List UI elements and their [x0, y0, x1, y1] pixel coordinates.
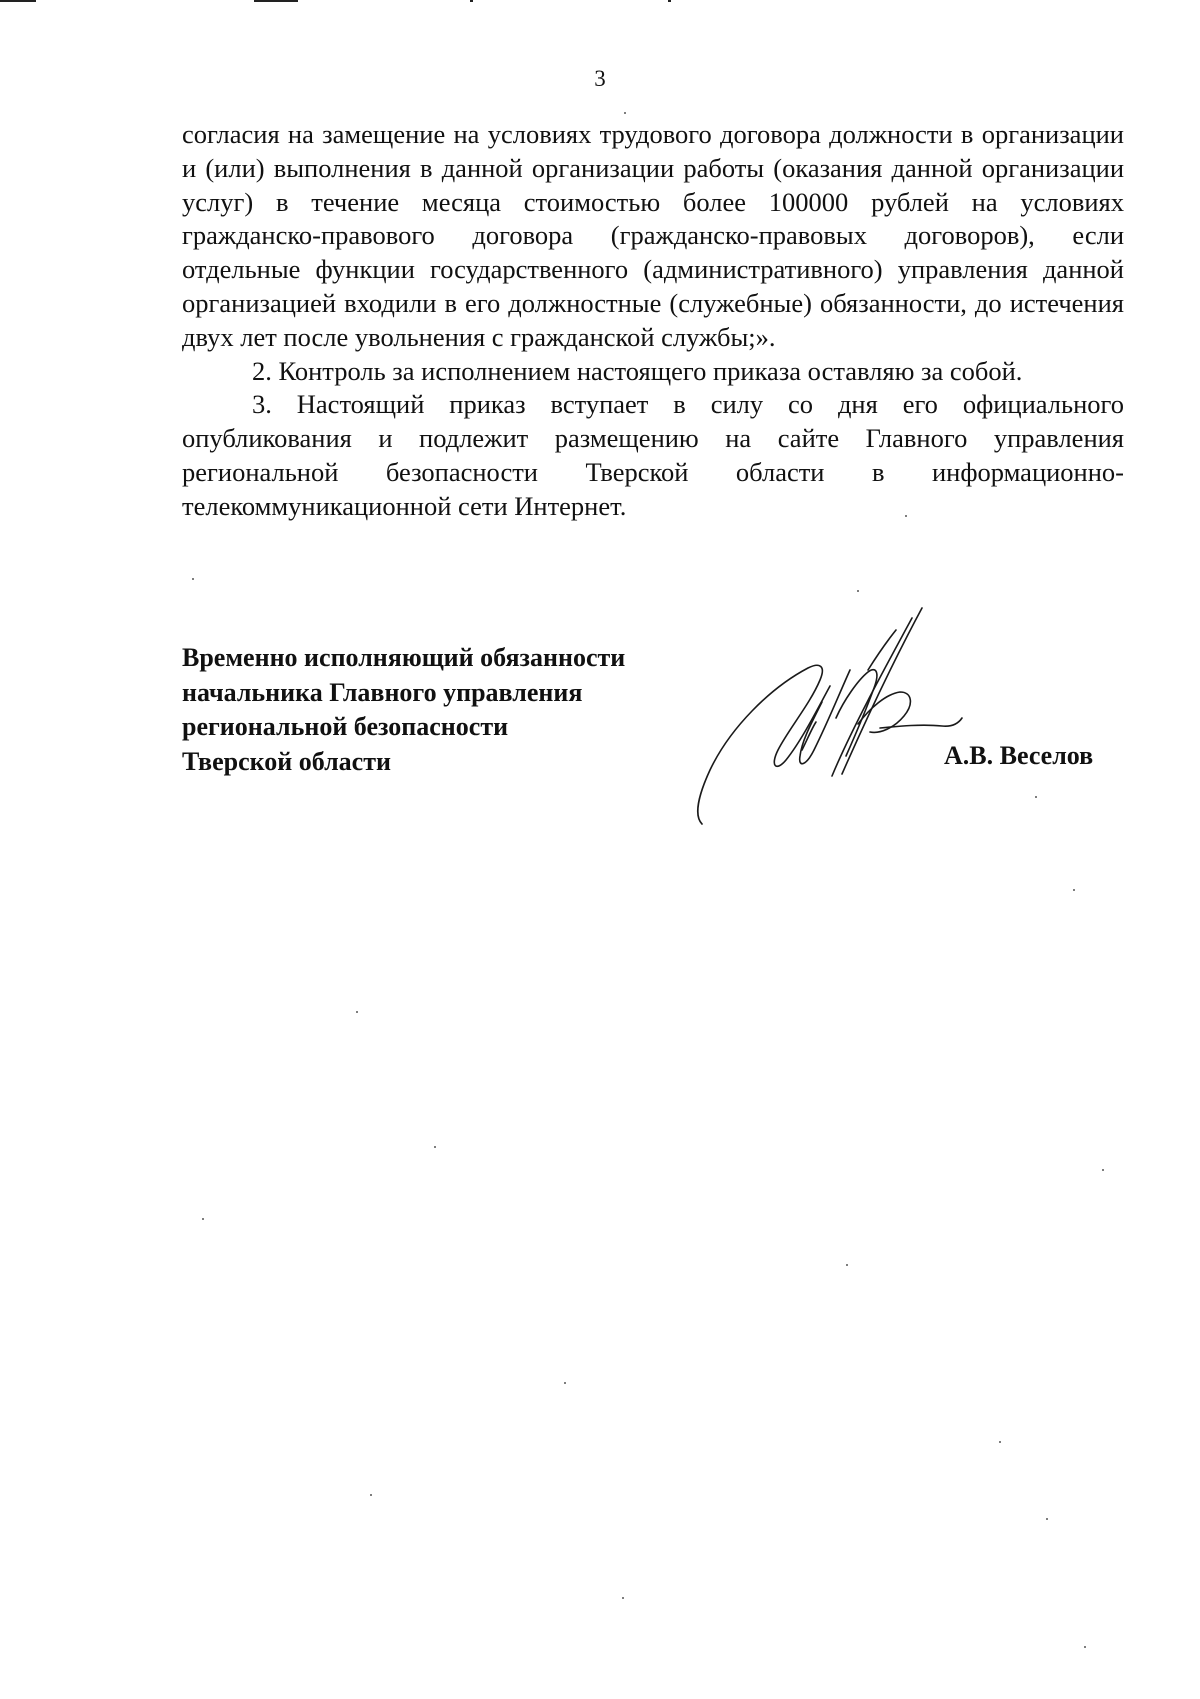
signer-position-line: Временно исполняющий обязанности: [182, 643, 626, 672]
paragraph-continuation: согласия на замещение на условиях трудового договора должности в организации и (или) выполнения в данной организации работы (оказания данной организации услуг) в течение месяца стоимостью более 100000 рублей на условиях гражданско-правового договора (гражданско-правовых договоров), если отдельные функции государственного (административного) управления данной организацией входили в его должностные (служебные) обязанности, до истечения двух лет после увольнения с гражданской службы;».: [182, 119, 1124, 352]
signer-position-line: начальника Главного управления: [182, 677, 583, 707]
signer-position-line: Тверской области: [182, 746, 391, 776]
paragraph-item-2: 2. Контроль за исполнением настоящего приказа оставляю за собой.: [252, 355, 1023, 386]
scan-edge-artifacts: [0, 0, 1200, 6]
order-text: [182, 118, 1124, 524]
paragraph-item-3: 3. Настоящий приказ вступает в силу со дня его официального опубликования и подлежит размещению на сайте Главного управления региональной безопасности Тверской области в информационно-телекоммуникационной сети Интернет.: [182, 389, 1124, 521]
signer-name: А.В. Веселов: [944, 741, 1094, 770]
page-number: 3: [594, 66, 606, 91]
signer-position-line: региональной безопасности: [182, 712, 509, 741]
signature-block: [182, 641, 702, 779]
handwritten-signature: [690, 600, 980, 840]
